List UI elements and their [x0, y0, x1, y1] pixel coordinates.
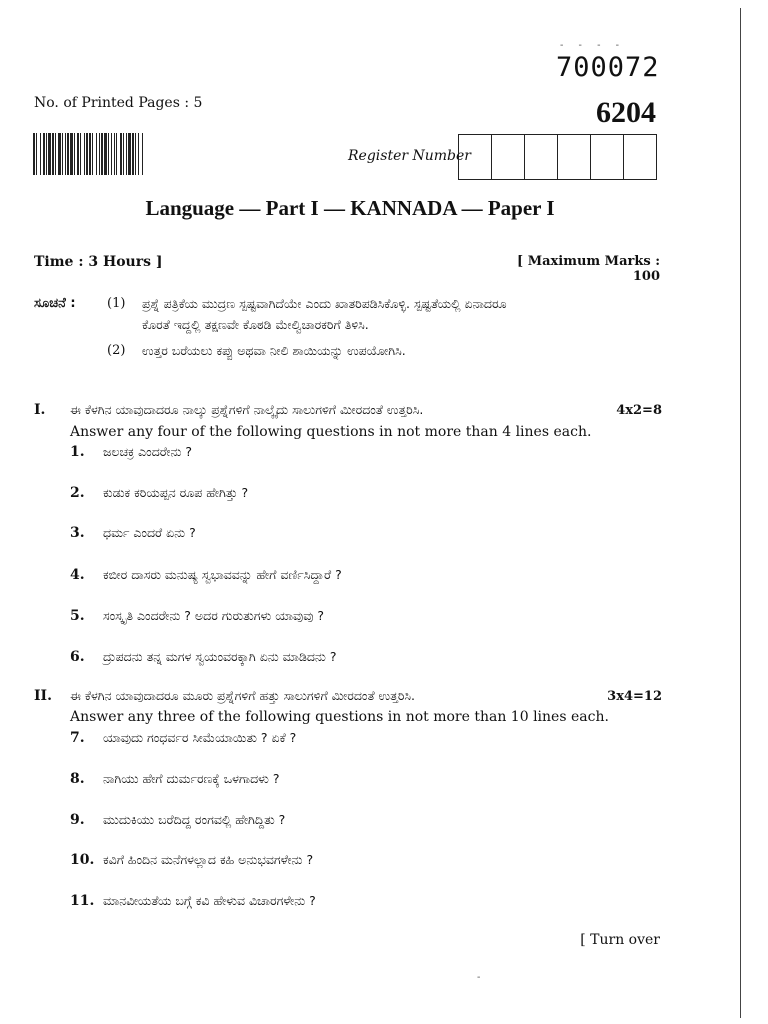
- question-8-number: 8.: [70, 771, 85, 787]
- section-2-kannada-instruction: ಈ ಕೆಳಗಿನ ಯಾವುದಾದರೂ ಮೂರು ಪ್ರಶ್ನೆಗಳಿಗೆ ಹತ್ತು ಸಾಲುಗಳಿಗೆ ಮೀರದಂತೆ ಉತ್ತರಿಸಿ.: [70, 688, 416, 703]
- register-number-boxes: [458, 134, 657, 180]
- question-5-text: ಸಂಸ್ಕೃತಿ ಎಂದರೇನು ? ಅದರ ಗುರುತುಗಳು ಯಾವುವು ?: [103, 608, 324, 623]
- question-6-text: ದ್ರುಪದನು ತನ್ನ ಮಗಳ ಸ್ವಯಂವರಕ್ಕಾಗಿ ಏನು ಮಾಡಿದನು ?: [103, 649, 337, 664]
- section-2-numeral: II.: [34, 688, 52, 704]
- question-7-number: 7.: [70, 730, 85, 746]
- paper-title: Language — Part I — KANNADA — Paper I: [145, 196, 555, 220]
- question-3-text: ಧರ್ಮ ಎಂದರೆ ಏನು ?: [103, 525, 196, 540]
- top-code: 700072: [556, 52, 660, 83]
- question-3-number: 3.: [70, 525, 85, 541]
- section-2-english-instruction: Answer any three of the following questions in not more than 10 lines each.: [70, 709, 609, 725]
- instruction-2-line-1: ಉತ್ತರ ಬರೆಯಲು ಕಪ್ಪು ಅಥವಾ ನೀಲಿ ಶಾಯಿಯನ್ನು ಉಪಯೋಗಿಸಿ.: [142, 343, 406, 358]
- register-digit-box: [624, 135, 656, 179]
- register-digit-box: [558, 135, 591, 179]
- register-digit-box: [591, 135, 624, 179]
- question-4-number: 4.: [70, 567, 85, 583]
- question-2-number: 2.: [70, 485, 85, 501]
- question-5-number: 5.: [70, 608, 85, 624]
- instruction-1-line-2: ಕೊರತೆ ಇದ್ದಲ್ಲಿ ತಕ್ಷಣವೇ ಕೊಠಡಿ ಮೇಲ್ವಿಚಾರಕರಿಗೆ ತಿಳಿಸಿ.: [142, 317, 369, 332]
- question-11-text: ಮಾನವೀಯತೆಯ ಬಗ್ಗೆ ಕವಿ ಹೇಳುವ ವಿಚಾರಗಳೇನು ?: [103, 893, 316, 908]
- question-4-text: ಕಬೀರ ದಾಸರು ಮನುಷ್ಯ ಸ್ವಭಾವವನ್ನು ಹೇಗೆ ವರ್ಣಿಸಿದ್ದಾರೆ ?: [103, 567, 342, 582]
- printed-pages: No. of Printed Pages : 5: [34, 95, 203, 111]
- question-10-text: ಕವಿಗೆ ಹಿಂದಿನ ಮನೆಗಳಲ್ಲಾದ ಕಹಿ ಅನುಭವಗಳೇನು ?: [103, 852, 314, 867]
- question-10-number: 10.: [70, 852, 95, 868]
- question-9-text: ಮುದುಕಿಯು ಬರೆದಿದ್ದ ರಂಗವಲ್ಲಿ ಹೇಗಿದ್ದಿತು ?: [103, 812, 286, 827]
- section-1-english-instruction: Answer any four of the following questions in not more than 4 lines each.: [70, 424, 592, 440]
- section-2-marks: 3x4=12: [607, 689, 662, 704]
- section-1-numeral: I.: [34, 402, 46, 418]
- register-digit-box: [459, 135, 492, 179]
- question-6-number: 6.: [70, 649, 85, 665]
- register-digit-box: [525, 135, 558, 179]
- paper-code: 6204: [596, 96, 656, 129]
- question-8-text: ನಾಗಿಯು ಹೇಗೆ ದುರ್ಮರಣಕ್ಕೆ ಒಳಗಾದಳು ?: [103, 771, 280, 786]
- question-2-text: ಕುಡುಕ ಕರಿಯಪ್ಪನ ರೂಪ ಹೇಗಿತ್ತು ?: [103, 485, 249, 500]
- barcode: [33, 133, 223, 175]
- section-1-kannada-instruction: ಈ ಕೆಳಗಿನ ಯಾವುದಾದರೂ ನಾಲ್ಕು ಪ್ರಶ್ನೆಗಳಿಗೆ ನಾಲ್ಕೈದು ಸಾಲುಗಳಿಗೆ ಮೀರದಂತೆ ಉತ್ತರಿಸಿ.: [70, 402, 424, 417]
- register-digit-box: [492, 135, 525, 179]
- instructions-label: ಸೂಚನೆ :: [34, 296, 76, 311]
- question-9-number: 9.: [70, 812, 85, 828]
- turn-over-note: [ Turn over: [580, 932, 660, 948]
- section-1-marks: 4x2=8: [616, 403, 662, 418]
- maximum-marks: [ Maximum Marks : 100: [517, 254, 660, 284]
- top-dashes: - - - -: [560, 40, 626, 51]
- question-1-number: 1.: [70, 444, 85, 460]
- page-mark: -: [477, 972, 481, 983]
- time-allowed: Time : 3 Hours ]: [34, 254, 163, 270]
- question-7-text: ಯಾವುದು ಗಂಧರ್ವರ ಸೀಮೆಯಾಯಿತು ? ಏಕೆ ?: [103, 730, 297, 745]
- instruction-2-number: (2): [107, 343, 126, 358]
- page-edge-line: [740, 8, 741, 1018]
- question-1-text: ಜಲಚಕ್ರ ಎಂದರೇನು ?: [103, 444, 193, 459]
- register-number-label: Register Number: [348, 148, 471, 164]
- instruction-1-number: (1): [107, 296, 126, 311]
- question-11-number: 11.: [70, 893, 95, 909]
- instruction-1-line-1: ಪ್ರಶ್ನೆ ಪತ್ರಿಕೆಯ ಮುದ್ರಣ ಸ್ಪಷ್ಟವಾಗಿದೆಯೇ ಎಂದು ಖಾತರಿಪಡಿಸಿಕೊಳ್ಳಿ. ಸ್ಪಷ್ಟತೆಯಲ್ಲಿ ಏನಾದರೂ: [142, 296, 507, 311]
